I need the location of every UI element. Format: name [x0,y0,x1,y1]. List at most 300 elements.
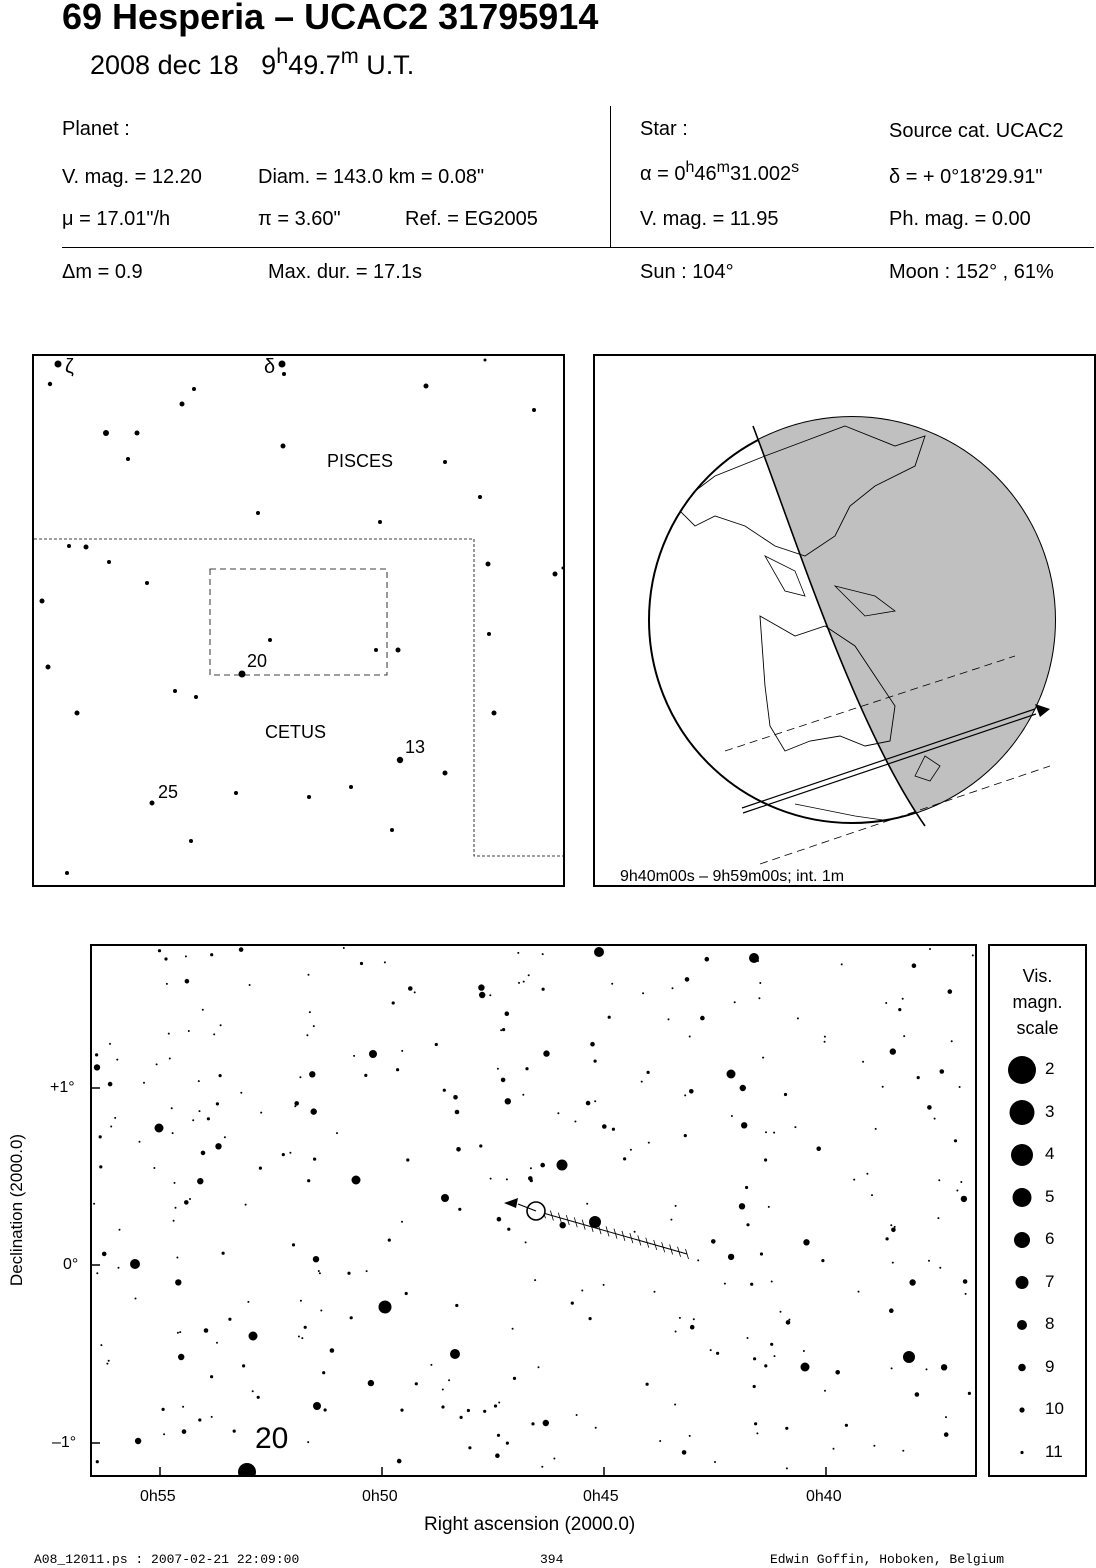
field-star [611,983,613,985]
field-star [700,1016,705,1021]
field-star [211,1416,213,1418]
globe-svg [595,356,1094,885]
field-star [360,962,363,965]
finder-star [40,599,45,604]
star-phmag: Ph. mag. = 0.00 [889,208,1031,230]
field-star [959,1086,961,1088]
field-star [513,1377,516,1380]
bright-star [352,1176,361,1185]
field-star [917,1076,920,1079]
finder-star [307,795,311,799]
finder-star [532,408,536,412]
field-star [207,1117,210,1120]
field-star [166,983,168,985]
field-star [294,1101,299,1106]
scale-label: 10 [1045,1399,1064,1418]
field-star [890,1048,896,1054]
footer-author: Edwin Goffin, Hoboken, Belgium [770,1552,1005,1567]
field-star [770,1343,773,1346]
field-star [311,1108,317,1114]
field-star [301,1337,303,1339]
finder-star [65,871,69,875]
field-star [944,1432,949,1437]
field-star [119,1229,121,1231]
event-date: 2008 dec 18 [90,50,239,80]
field-star [753,1385,756,1388]
finder-star [194,695,198,699]
field-star [441,1405,444,1408]
field-star [571,1302,574,1305]
field-star [442,1389,444,1391]
field-star [500,1029,502,1031]
field-star [648,1142,650,1144]
field-star [172,1132,174,1134]
field-star [693,1318,695,1320]
field-star [759,982,761,984]
finder-star [378,520,382,524]
constellation-boundary [34,539,563,856]
field-star [590,1042,595,1047]
finder-star [150,801,155,806]
field-star [201,1151,206,1156]
label-20: 20 [247,651,268,671]
field-star [602,1124,607,1129]
xtick-label-0h40: 0h40 [806,1488,842,1505]
field-star [675,1331,677,1333]
xtick-label-0h45: 0h45 [583,1488,619,1505]
event-datetime [90,43,415,81]
field-star [951,1040,953,1042]
field-star [414,991,416,993]
field-star [501,1078,506,1083]
field-star [435,1043,438,1046]
field-star [821,1259,824,1262]
field-star [525,1067,528,1070]
field-star [415,1382,418,1385]
finder-chart [32,354,565,887]
header-divider-horizontal [62,247,1094,248]
finder-star [239,671,246,678]
field-star [400,1409,403,1412]
field-star [430,1364,432,1366]
bright-star [727,1070,736,1079]
finder-star [553,572,558,577]
field-star [202,1009,204,1011]
track-arrow [504,1198,518,1208]
field-star [507,1228,510,1231]
field-star [498,1402,500,1404]
field-star [336,1132,338,1134]
finder-star [349,785,353,789]
field-star [322,1371,325,1374]
scale-dot [1020,1451,1023,1454]
field-star [972,954,974,956]
globe-caption: 9h40m00s – 9h59m00s; int. 1m [620,868,845,885]
field-star [397,1459,402,1464]
field-star [525,1241,527,1243]
field-star [659,1440,661,1442]
scale-dot [1018,1364,1026,1372]
bright-star [801,1363,810,1372]
field-star [448,1379,450,1381]
field-star [541,1466,543,1468]
field-star [455,1304,458,1307]
bright-star [155,1124,164,1133]
field-star [630,1149,632,1151]
field-star [858,1291,860,1293]
field-star [368,1380,374,1386]
field-star [162,1408,165,1411]
field-star [689,1036,691,1038]
star-chart-svg [92,946,975,1475]
field-star [240,1092,242,1094]
field-star [866,1173,868,1175]
field-star [954,1139,957,1142]
field-star [494,1404,497,1407]
finder-chart-svg [34,356,563,885]
field-star [734,1001,736,1003]
field-star [309,1011,311,1013]
time-m-sup: m [340,43,359,69]
field-star [458,1208,461,1211]
scale-dot [1017,1320,1027,1330]
field-star [760,1252,763,1255]
alpha-s-sup: s [791,159,800,176]
field-star [603,1284,605,1286]
bright-star [749,953,759,963]
field-star [189,1198,191,1200]
field-star [467,1409,470,1412]
field-star [871,1194,873,1196]
field-star [222,1252,225,1255]
field-star [110,1126,112,1128]
field-star [824,1036,826,1038]
sun-elongation: Sun : 104° [640,261,734,283]
field-star [219,1074,222,1077]
finder-star [268,638,272,642]
field-star [512,1328,514,1330]
field-star [456,1147,461,1152]
star-chart [90,944,977,1477]
field-star [927,1105,932,1110]
field-star [741,1122,747,1128]
field-star [938,1179,940,1181]
field-star [239,947,244,952]
field-star [319,1272,321,1274]
field-star [522,1094,524,1096]
field-star [912,963,917,968]
field-star [245,1204,247,1206]
time-suffix: U.T. [358,50,415,80]
field-star [118,1267,120,1269]
field-star [862,1061,864,1063]
alpha-h-sup: h [685,159,695,176]
field-star [506,1442,509,1445]
field-star [886,1237,889,1240]
field-star [153,1167,155,1169]
field-star [794,1126,796,1128]
alpha-min: 46 [694,163,717,185]
field-star [557,1112,559,1114]
field-star [396,1068,399,1071]
field-star [300,1300,302,1302]
finder-star [48,382,52,386]
scale-label: 2 [1045,1059,1055,1078]
field-star [116,1059,118,1061]
field-star [401,1050,403,1052]
scale-dots [1008,1056,1036,1454]
field-star [786,1467,788,1469]
field-star [586,1101,591,1106]
field-star [188,1030,190,1032]
scale-title-3: scale [1016,1018,1059,1038]
scale-label: 4 [1045,1144,1055,1163]
field-star [803,1239,809,1245]
field-star [902,998,904,1000]
field-star [249,984,251,986]
field-star [405,1292,408,1295]
field-star [824,1041,826,1043]
bright-star [450,1349,460,1359]
field-star [670,1219,672,1221]
field-star [581,1290,583,1292]
scale-label: 3 [1045,1101,1055,1121]
star-vmag: V. mag. = 11.95 [640,208,779,230]
label-25: 25 [158,782,179,802]
field-star [672,987,674,989]
field-star [780,1311,782,1313]
finder-star [279,361,286,368]
field-star [304,1326,307,1329]
field-star [106,1363,108,1365]
field-star [198,1080,200,1082]
bright-star-20 [238,1463,256,1475]
scale-label: 7 [1045,1271,1055,1291]
field-star [784,1093,787,1096]
header-divider-vertical [610,106,611,248]
field-star [963,1279,968,1284]
field-star [108,1360,110,1362]
field-star [710,1349,712,1351]
field-star [750,1283,753,1286]
star-delta: δ = + 0°18'29.91" [889,166,1043,188]
field-star [96,1460,99,1463]
path-direction-arrow [1035,704,1050,717]
field-star [259,1167,262,1170]
finder-star [478,495,482,499]
field-star [483,1410,486,1413]
alpha-sec: 31.002 [729,163,792,185]
bright-star [441,1194,449,1202]
field-star [505,1011,510,1016]
field-star [608,1016,611,1019]
field-star [711,1239,716,1244]
field-star [716,1352,719,1355]
chart-star-label-20: 20 [255,1422,289,1455]
finder-star [145,581,149,585]
finder-star [374,648,378,652]
field-star [216,1342,218,1344]
finder-star [75,711,80,716]
field-star [220,1024,222,1026]
field-star [364,1074,367,1077]
finder-star [396,648,401,653]
finder-star [192,387,196,391]
field-star [215,1143,221,1149]
field-star [690,1325,695,1330]
field-star [502,1028,505,1031]
field-star [96,1272,98,1274]
field-star [309,1071,315,1077]
field-star [873,1445,875,1447]
bright-star [313,1402,321,1410]
ytick-label-p1: +1° [50,1079,75,1096]
field-star [746,1223,749,1226]
field-star [247,1301,249,1303]
field-star [517,952,519,954]
field-star [257,1396,260,1399]
label-13: 13 [405,737,426,757]
field-star [816,1146,821,1151]
alpha-prefix: α = 0 [640,163,686,185]
field-star [478,984,484,990]
finder-star [487,632,491,636]
scale-dot [1019,1407,1024,1412]
field-star [909,1279,915,1285]
field-star [647,1071,650,1074]
field-star [530,1167,532,1169]
finder-star [173,689,177,693]
finder-star [67,544,71,548]
field-star [185,955,187,957]
field-star [184,1200,189,1205]
finder-star [390,828,394,832]
field-star [197,1178,203,1184]
field-star [968,1392,971,1395]
planet-ref: Ref. = EG2005 [405,208,538,230]
field-star [824,1390,826,1392]
field-star [875,1128,877,1130]
field-star [747,1337,749,1339]
field-star [684,1094,686,1096]
field-star [612,1128,615,1131]
field-star [497,1068,499,1070]
field-star [543,1420,549,1426]
field-star [594,1060,597,1063]
field-star [898,1008,901,1011]
footer-page: 394 [540,1552,564,1567]
finder-star [281,444,286,449]
planet-label: Planet : [62,118,130,140]
bright-star [130,1259,140,1269]
field-star [460,1416,463,1419]
field-star [490,1178,492,1180]
time-h-sup: h [276,43,289,69]
field-star [773,1132,775,1134]
finder-star [486,562,491,567]
field-star [289,1152,291,1154]
y-axis-label: Declination (2000.0) [7,1133,26,1287]
bright-star [379,1301,392,1314]
constellation-pisces: PISCES [327,451,394,471]
time-minutes: 49.7 [288,50,341,80]
field-star [654,1291,656,1293]
field-star [306,1034,308,1036]
scale-label: 11 [1045,1441,1063,1461]
field-star [929,948,931,950]
field-star [135,1438,141,1444]
planet-parallax: π = 3.60" [258,208,341,230]
field-star [307,1441,309,1443]
scale-dot [1014,1232,1030,1248]
field-star [198,1418,201,1421]
bright-star [594,947,604,957]
field-star [589,1317,592,1320]
field-star [528,974,530,976]
scale-svg [990,946,1085,1475]
x-axis-label: Right ascension (2000.0) [424,1514,636,1535]
field-star [540,1163,545,1168]
field-star [728,1254,734,1260]
field-star [177,1332,179,1334]
asteroid-track [535,1206,689,1259]
finder-star [397,757,403,763]
field-star [392,1001,395,1004]
field-star [915,1392,920,1397]
field-star [224,1136,226,1138]
planet-diam: Diam. = 143.0 km = 0.08" [258,166,485,188]
field-star [479,992,485,998]
field-star [182,1429,187,1434]
finder-star [126,457,130,461]
field-star [960,1181,962,1183]
field-star [114,1117,116,1119]
field-star [542,953,544,955]
finder-star [443,460,447,464]
field-star [892,1262,894,1264]
field-star [586,1203,588,1205]
field-star [192,1119,194,1121]
field-star [388,1239,391,1242]
field-star [926,1368,928,1370]
field-star [595,1427,597,1429]
scale-title-1: Vis. [1022,966,1053,986]
field-star [252,1390,254,1392]
field-star [574,1121,576,1123]
field-star [841,963,843,965]
field-star [764,1364,767,1367]
field-star [642,992,644,994]
field-star [928,1260,930,1262]
field-star [299,1076,301,1078]
field-star [294,1105,296,1107]
field-star [882,1086,884,1088]
field-star [961,1196,967,1202]
label-zeta: ζ [65,356,74,378]
field-star [313,1025,315,1027]
field-star [758,997,760,999]
field-star [542,988,545,991]
field-star [797,1017,799,1019]
finder-star [46,665,51,670]
field-star [298,1336,300,1338]
field-star [674,1404,676,1406]
field-star [353,1055,355,1057]
field-star [497,1217,502,1222]
field-star [768,1206,770,1208]
finder-star [103,430,109,436]
field-star [833,1448,835,1450]
